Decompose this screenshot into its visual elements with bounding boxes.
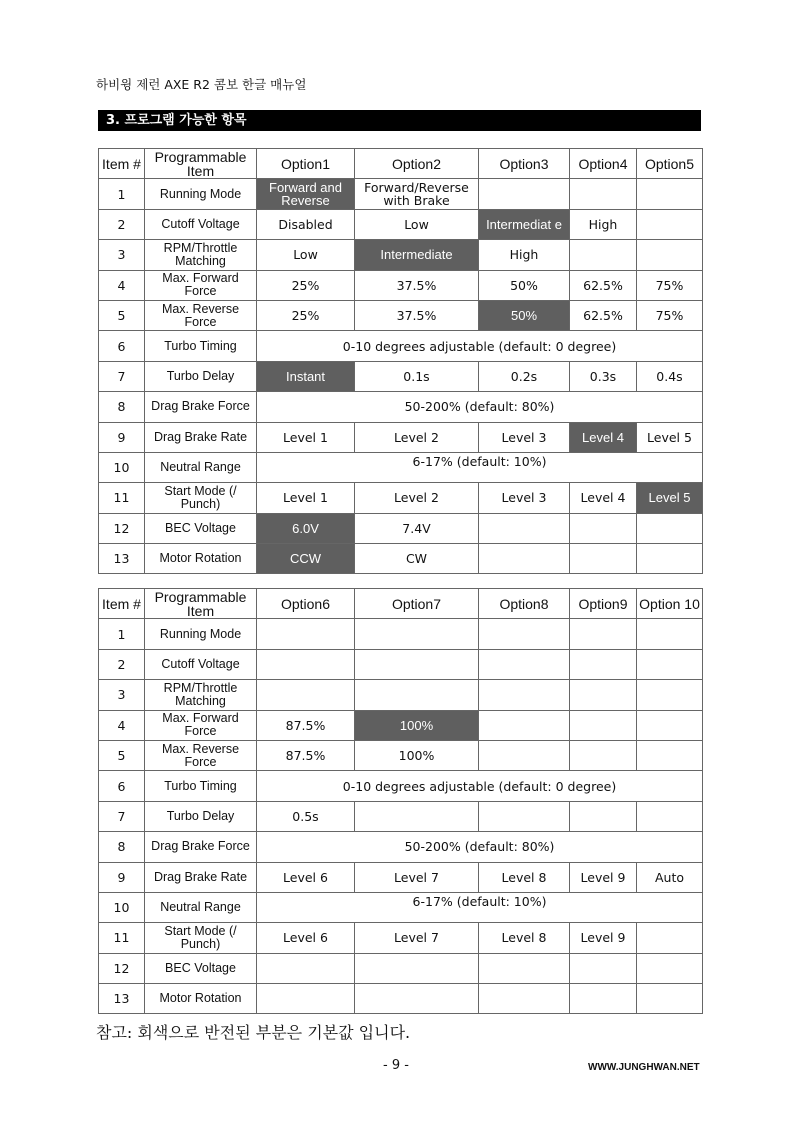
option-cell [637, 801, 703, 831]
option-cell: Auto [637, 862, 703, 892]
section-title: 3. 프로그램 가능한 항목 [98, 110, 701, 131]
table-row [99, 619, 703, 649]
item-number: 7 [99, 361, 145, 391]
item-name: Turbo Delay [145, 361, 257, 391]
column-header: Option7 [355, 589, 479, 619]
default-option-cell: CCW [257, 544, 355, 574]
option-cell [570, 680, 637, 710]
option-cell [257, 619, 355, 649]
item-number: 5 [99, 300, 145, 330]
program-table-2 [98, 588, 703, 1014]
table-header-row [99, 149, 703, 179]
option-cell: Level 3 [479, 483, 570, 513]
option-cell: Level 6 [257, 862, 355, 892]
table-row [99, 862, 703, 892]
option-range-cell: 0-10 degrees adjustable (default: 0 degree) [257, 331, 703, 361]
item-number: 7 [99, 801, 145, 831]
item-name: Max. Reverse Force [145, 300, 257, 330]
column-header: Option6 [257, 589, 355, 619]
column-header: Option8 [479, 589, 570, 619]
option-cell: 0.5s [257, 801, 355, 831]
option-cell [257, 649, 355, 679]
option-cell: 87.5% [257, 710, 355, 740]
table-row [99, 300, 703, 330]
table-row [99, 544, 703, 574]
option-cell: 0.2s [479, 361, 570, 391]
option-cell: 0.1s [355, 361, 479, 391]
option-cell [637, 619, 703, 649]
option-cell [637, 240, 703, 270]
item-number: 10 [99, 452, 145, 482]
program-table-1 [98, 148, 703, 574]
item-name: Cutoff Voltage [145, 209, 257, 239]
table-row [99, 361, 703, 391]
option-cell [570, 544, 637, 574]
option-cell [570, 984, 637, 1014]
item-name: Start Mode (/ Punch) [145, 483, 257, 513]
option-cell: Level 8 [479, 862, 570, 892]
option-cell: 0.4s [637, 361, 703, 391]
option-cell [637, 923, 703, 953]
option-cell: High [479, 240, 570, 270]
default-option-cell: 6.0V [257, 513, 355, 543]
table-row [99, 179, 703, 209]
document-header: 하비윙 제런 AXE R2 콤보 한글 매뉴얼 [96, 77, 307, 92]
option-cell: Level 2 [355, 483, 479, 513]
item-number: 3 [99, 240, 145, 270]
option-cell: 37.5% [355, 300, 479, 330]
option-cell: Level 7 [355, 923, 479, 953]
item-number: 6 [99, 771, 145, 801]
option-cell: Level 6 [257, 923, 355, 953]
item-name: Turbo Timing [145, 771, 257, 801]
table-row [99, 832, 703, 862]
item-number: 13 [99, 984, 145, 1014]
column-header: Option2 [355, 149, 479, 179]
option-cell [355, 619, 479, 649]
option-cell: 100% [355, 740, 479, 770]
option-cell: 87.5% [257, 740, 355, 770]
item-name: Drag Brake Force [145, 392, 257, 422]
column-header: Option1 [257, 149, 355, 179]
option-cell [570, 740, 637, 770]
option-cell [257, 680, 355, 710]
item-name: Motor Rotation [145, 984, 257, 1014]
default-option-cell: Intermediat e [479, 209, 570, 239]
default-option-cell: Intermediate [355, 240, 479, 270]
default-option-cell: Forward and Reverse [257, 179, 355, 209]
item-number: 1 [99, 179, 145, 209]
option-cell [637, 984, 703, 1014]
option-cell [355, 680, 479, 710]
option-cell: High [570, 209, 637, 239]
option-cell [570, 179, 637, 209]
item-number: 10 [99, 892, 145, 922]
option-cell: Level 9 [570, 923, 637, 953]
item-name: Turbo Delay [145, 801, 257, 831]
item-number: 11 [99, 923, 145, 953]
default-option-cell: 100% [355, 710, 479, 740]
option-cell: Disabled [257, 209, 355, 239]
item-name: Drag Brake Force [145, 832, 257, 862]
option-cell [479, 179, 570, 209]
table-row [99, 771, 703, 801]
default-option-cell: Level 5 [637, 483, 703, 513]
option-cell [637, 209, 703, 239]
option-cell: 62.5% [570, 270, 637, 300]
table-row [99, 801, 703, 831]
option-cell [355, 984, 479, 1014]
item-name: Max. Forward Force [145, 710, 257, 740]
option-cell: Low [355, 209, 479, 239]
option-cell: Forward/Reverse with Brake [355, 179, 479, 209]
option-cell: Level 5 [637, 422, 703, 452]
item-name: RPM/Throttle Matching [145, 680, 257, 710]
option-cell: CW [355, 544, 479, 574]
option-cell: Level 1 [257, 483, 355, 513]
item-number: 12 [99, 953, 145, 983]
option-cell [570, 710, 637, 740]
option-cell [355, 649, 479, 679]
column-header: Programmable Item [145, 589, 257, 619]
table-row [99, 953, 703, 983]
table-row [99, 422, 703, 452]
option-cell [637, 953, 703, 983]
option-cell [570, 953, 637, 983]
option-cell [637, 740, 703, 770]
option-cell [570, 649, 637, 679]
table-row [99, 331, 703, 361]
item-number: 5 [99, 740, 145, 770]
option-cell [479, 984, 570, 1014]
option-cell [570, 513, 637, 543]
default-option-cell: Instant [257, 361, 355, 391]
item-number: 3 [99, 680, 145, 710]
column-header: Option4 [570, 149, 637, 179]
item-number: 8 [99, 832, 145, 862]
table-row [99, 209, 703, 239]
column-header: Option9 [570, 589, 637, 619]
table-row [99, 710, 703, 740]
table-row [99, 270, 703, 300]
item-name: Motor Rotation [145, 544, 257, 574]
option-range-cell: 50-200% (default: 80%) [257, 832, 703, 862]
default-option-cell: 50% [479, 300, 570, 330]
item-name: Max. Reverse Force [145, 740, 257, 770]
option-range-cell: 50-200% (default: 80%) [257, 392, 703, 422]
item-name: Start Mode (/ Punch) [145, 923, 257, 953]
option-cell [637, 513, 703, 543]
option-cell [637, 710, 703, 740]
option-cell: 0.3s [570, 361, 637, 391]
option-cell: Level 2 [355, 422, 479, 452]
item-number: 12 [99, 513, 145, 543]
item-name: Turbo Timing [145, 331, 257, 361]
item-name: Drag Brake Rate [145, 422, 257, 452]
item-number: 6 [99, 331, 145, 361]
item-number: 4 [99, 270, 145, 300]
option-cell: 37.5% [355, 270, 479, 300]
option-cell: Level 7 [355, 862, 479, 892]
option-cell [637, 680, 703, 710]
option-cell [479, 544, 570, 574]
option-cell [479, 801, 570, 831]
option-cell [570, 240, 637, 270]
option-cell [479, 740, 570, 770]
item-name: Drag Brake Rate [145, 862, 257, 892]
item-name: Neutral Range [145, 452, 257, 482]
item-name: BEC Voltage [145, 513, 257, 543]
item-name: Max. Forward Force [145, 270, 257, 300]
option-cell: Level 3 [479, 422, 570, 452]
option-cell: 25% [257, 300, 355, 330]
option-cell [257, 984, 355, 1014]
default-note: 참고: 회색으로 반전된 부분은 기본값 입니다. [96, 1023, 411, 1042]
option-cell [637, 544, 703, 574]
item-number: 11 [99, 483, 145, 513]
table-row [99, 240, 703, 270]
option-cell [479, 680, 570, 710]
option-cell [570, 619, 637, 649]
option-cell: 75% [637, 270, 703, 300]
option-cell [479, 649, 570, 679]
item-number: 9 [99, 862, 145, 892]
column-header: Item # [99, 149, 145, 179]
option-cell: 50% [479, 270, 570, 300]
option-cell [570, 801, 637, 831]
option-cell [637, 649, 703, 679]
column-header: Item # [99, 589, 145, 619]
item-name: BEC Voltage [145, 953, 257, 983]
item-name: RPM/Throttle Matching [145, 240, 257, 270]
website-url: WWW.JUNGHWAN.NET [588, 1062, 700, 1073]
table-row [99, 452, 703, 482]
table-row [99, 740, 703, 770]
option-cell [355, 801, 479, 831]
table-row [99, 392, 703, 422]
item-name: Neutral Range [145, 892, 257, 922]
item-number: 8 [99, 392, 145, 422]
option-range-cell: 6-17% (default: 10%) [257, 892, 703, 922]
option-cell: Level 9 [570, 862, 637, 892]
item-number: 1 [99, 619, 145, 649]
option-range-cell: 0-10 degrees adjustable (default: 0 degree) [257, 771, 703, 801]
option-cell: Level 4 [570, 483, 637, 513]
item-name: Running Mode [145, 179, 257, 209]
item-name: Cutoff Voltage [145, 649, 257, 679]
column-header: Programmable Item [145, 149, 257, 179]
option-cell [479, 619, 570, 649]
column-header: Option 10 [637, 589, 703, 619]
item-name: Running Mode [145, 619, 257, 649]
page-number: - 9 - [383, 1058, 409, 1073]
option-cell [637, 179, 703, 209]
option-range-cell: 6-17% (default: 10%) [257, 452, 703, 482]
table-row [99, 483, 703, 513]
table-row [99, 649, 703, 679]
option-cell [479, 710, 570, 740]
option-cell: Level 8 [479, 923, 570, 953]
item-number: 13 [99, 544, 145, 574]
option-cell [257, 953, 355, 983]
default-option-cell: Level 4 [570, 422, 637, 452]
option-cell: 75% [637, 300, 703, 330]
option-cell [479, 513, 570, 543]
item-number: 2 [99, 649, 145, 679]
column-header: Option3 [479, 149, 570, 179]
item-number: 2 [99, 209, 145, 239]
table-header-row [99, 589, 703, 619]
option-cell [479, 953, 570, 983]
table-row [99, 923, 703, 953]
table-row [99, 892, 703, 922]
table-row [99, 680, 703, 710]
option-cell: Low [257, 240, 355, 270]
column-header: Option5 [637, 149, 703, 179]
item-number: 9 [99, 422, 145, 452]
option-cell: 25% [257, 270, 355, 300]
table-row [99, 984, 703, 1014]
option-cell: Level 1 [257, 422, 355, 452]
table-row [99, 513, 703, 543]
option-cell: 62.5% [570, 300, 637, 330]
item-number: 4 [99, 710, 145, 740]
option-cell: 7.4V [355, 513, 479, 543]
option-cell [355, 953, 479, 983]
